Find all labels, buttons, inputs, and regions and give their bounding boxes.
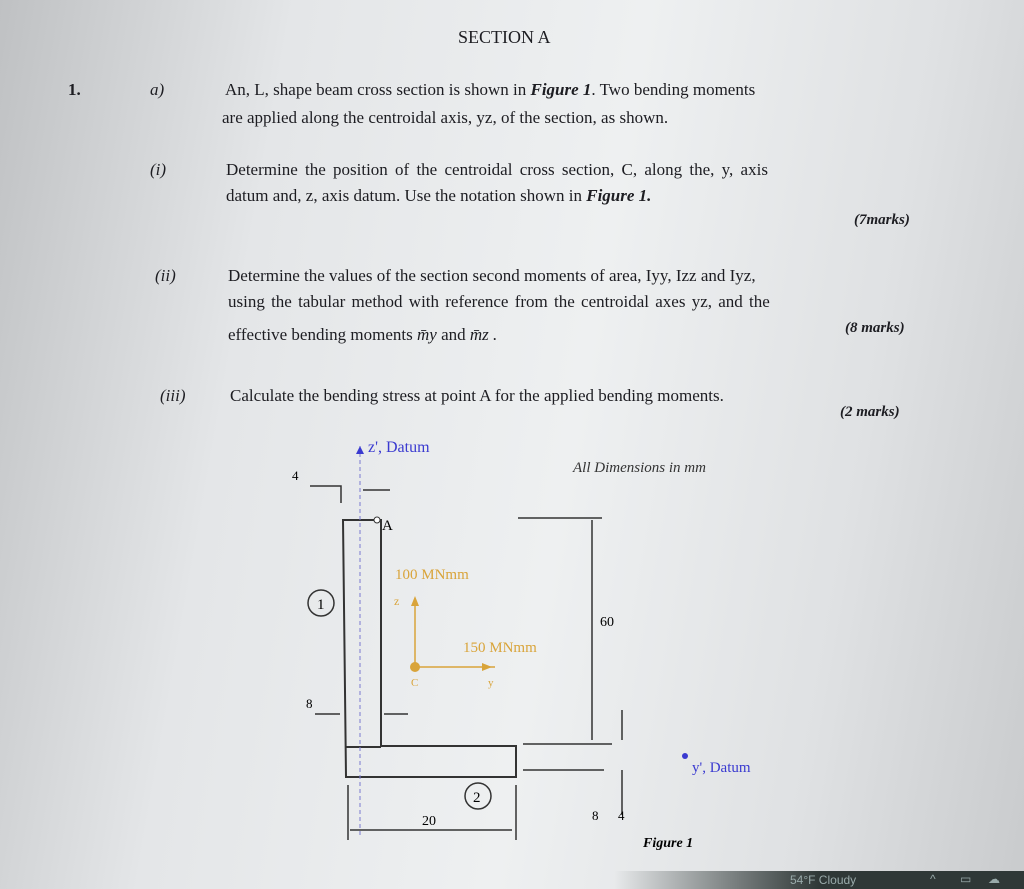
part-ii-marks: (8 marks)	[845, 320, 905, 336]
text: datum and, z, axis datum. Use the notation shown in	[226, 186, 582, 205]
figure-ref: Figure 1.	[586, 186, 652, 205]
part-i-label: (i)	[150, 160, 167, 179]
text: . Two bending moments	[591, 80, 756, 99]
part-iii-marks: (2 marks)	[840, 404, 900, 420]
part-iii-line1: Calculate the bending stress at point A for the applied bending moments.	[230, 386, 724, 405]
z-axis-label: z	[394, 594, 400, 608]
meet-now-icon[interactable]: ▭	[960, 872, 972, 886]
text: and	[441, 325, 466, 344]
y-axis-arrow-icon	[482, 663, 492, 671]
z-datum-label: z', Datum	[368, 439, 430, 456]
part-2-label: 2	[473, 790, 481, 806]
part-ii-line1: Determine the values of the section second moments of area, Iyy, Izz and Iyz,	[228, 266, 756, 285]
dim-60: 60	[600, 615, 614, 630]
part-iii-label: (iii)	[160, 386, 186, 405]
dim-4-bottom: 4	[618, 808, 625, 823]
text: effective bending moments	[228, 325, 413, 344]
figure-caption: Figure 1	[643, 836, 694, 851]
part-1-label: 1	[317, 597, 325, 613]
z-datum-arrow-icon	[356, 446, 364, 454]
point-a-label: A	[382, 518, 393, 534]
y-datum-marker-icon	[682, 753, 688, 759]
part-a-label: a)	[150, 80, 165, 99]
part-ii-line2: using the tabular method with reference from the centroidal axes yz, and the	[228, 292, 770, 311]
figure-ref: Figure 1	[530, 80, 592, 99]
part-i-line1: Determine the position of the centroidal cross section, C, along the, y, axis	[226, 160, 768, 179]
part-ii-label: (ii)	[155, 266, 176, 285]
chevron-up-icon[interactable]: ^	[930, 872, 936, 886]
moment-y-label: 150 MNmm	[463, 640, 537, 656]
question-number: 1.	[68, 80, 81, 99]
section-title: SECTION A	[458, 27, 551, 47]
dim-20: 20	[422, 814, 436, 829]
dim-4-top: 4	[292, 468, 299, 483]
moment-my: m̄y	[417, 325, 437, 344]
moment-mz: m̄z .	[469, 325, 498, 344]
dim-8-left: 8	[306, 696, 313, 711]
moment-z-label: 100 MNmm	[395, 567, 469, 583]
dimensions-note: All Dimensions in mm	[573, 460, 706, 476]
z-axis-arrow-icon	[411, 596, 419, 606]
weather-widget[interactable]: 54°F Cloudy	[790, 873, 857, 887]
y-axis-label: y	[488, 677, 494, 689]
point-a-marker	[374, 517, 380, 523]
y-datum-label: y', Datum	[692, 760, 751, 776]
onedrive-cloud-icon[interactable]: ☁	[988, 872, 1000, 886]
taskbar	[0, 871, 1024, 889]
text: An, L, shape beam cross section is shown in	[225, 80, 527, 99]
dim-8-bottom: 8	[592, 808, 599, 823]
part-i-marks: (7marks)	[854, 212, 910, 228]
centroid-label: C	[411, 677, 419, 689]
centroid-marker	[410, 662, 420, 672]
part-a-line2: are applied along the centroidal axis, yz, of the section, as shown.	[222, 108, 669, 127]
